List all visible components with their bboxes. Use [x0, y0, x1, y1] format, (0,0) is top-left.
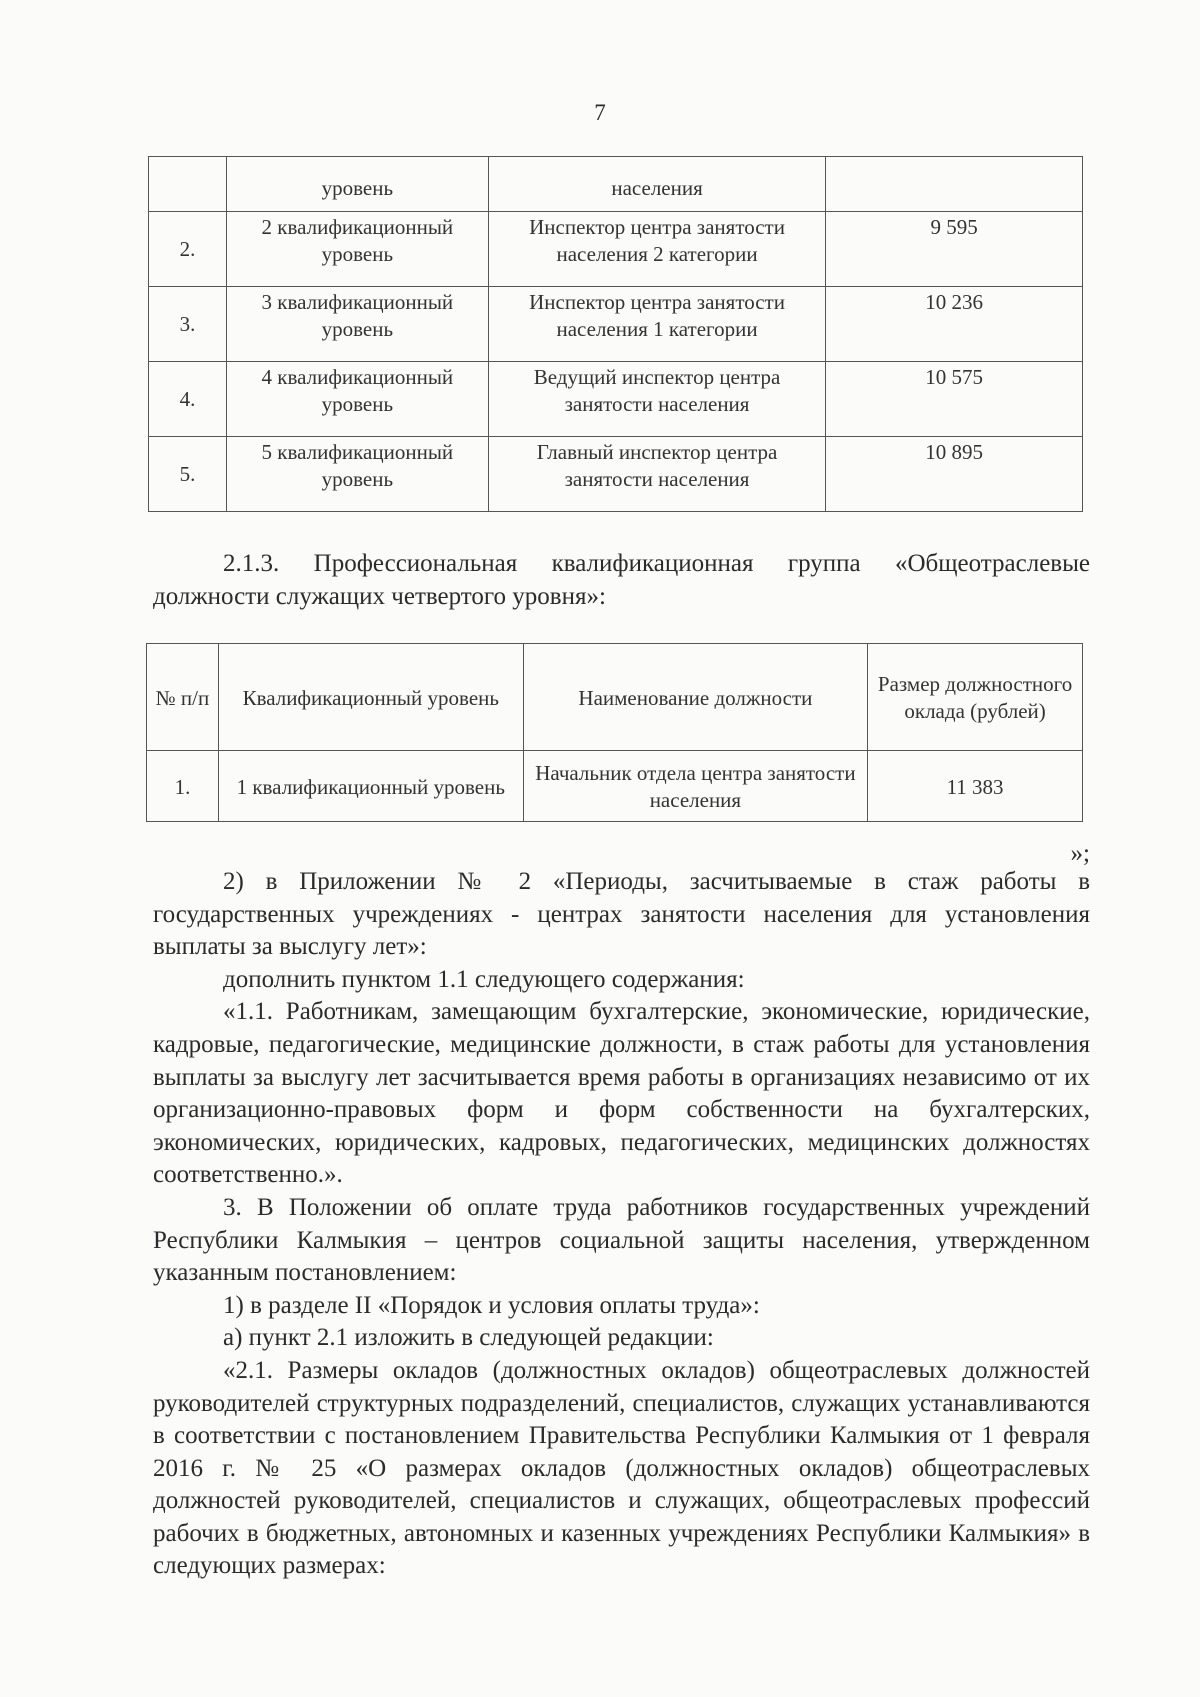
- body-text: [153, 842, 1090, 1583]
- table-row: [147, 751, 1083, 822]
- row-number: 3.: [149, 287, 227, 362]
- row-number: 2.: [149, 212, 227, 287]
- position-name: Главный инспектор центра занятости населения: [488, 437, 826, 512]
- salary-value: 10 895: [826, 437, 1083, 512]
- paragraph: «2.1. Размеры окладов (должностных окладов) общеотраслевых должностей руководителей структурных подразделений, специалистов, служащих устанавливаются в соответствии с постановлением Правительства Республики Калмыкия от 1 февраля 2016 г. № 25 «О размерах окладов (должностных окладов) общеотраслевых должностей руководителей, специалистов и служащих, общеотраслевых профессий рабочих в бюджетных, автономных и казенных учреждениях Республики Калмыкия» в следующих размерах:: [153, 1356, 1090, 1580]
- header-position: Наименование должности: [523, 644, 868, 751]
- table-row: [149, 362, 1083, 437]
- table-cell: уровень: [226, 157, 488, 212]
- qualification-level: 3 квалификационный уровень: [226, 287, 488, 362]
- table-row: [149, 212, 1083, 287]
- salary-value: 10 236: [826, 287, 1083, 362]
- table-header-row: [147, 644, 1083, 751]
- paragraph: 1) в разделе II «Порядок и условия оплаты труда»:: [223, 1291, 760, 1319]
- qualification-level: 2 квалификационный уровень: [226, 212, 488, 287]
- position-name: Ведущий инспектор центра занятости населения: [488, 362, 826, 437]
- table-cell: [149, 157, 227, 212]
- salary-table-continued: [148, 156, 1083, 512]
- salary-table-fourth-level: [146, 643, 1083, 822]
- table-cell: [826, 157, 1083, 212]
- qualification-level: 4 квалификационный уровень: [226, 362, 488, 437]
- paragraph: 2) в Приложении № 2 «Периоды, засчитываемые в стаж работы в государственных учреждениях - центрах занятости населения для установления выплаты за выслугу лет»:: [153, 868, 1090, 961]
- row-number: 5.: [149, 437, 227, 512]
- row-number: 4.: [149, 362, 227, 437]
- closing-quote: »;: [1070, 840, 1090, 867]
- qualification-level: 1 квалификационный уровень: [218, 751, 523, 822]
- table-row: [149, 287, 1083, 362]
- paragraph: а) пункт 2.1 изложить в следующей редакции:: [223, 1324, 714, 1352]
- table-row: [149, 157, 1083, 212]
- position-name: Начальник отдела центра занятости населения: [523, 751, 868, 822]
- salary-value: 10 575: [826, 362, 1083, 437]
- header-level: Квалификационный уровень: [218, 644, 523, 751]
- qualification-level: 5 квалификационный уровень: [226, 437, 488, 512]
- header-number: № п/п: [147, 644, 219, 751]
- row-number: 1.: [147, 751, 219, 822]
- paragraph: дополнить пунктом 1.1 следующего содержания:: [223, 965, 745, 993]
- section-heading: 2.1.3. Профессиональная квалификационная группа «Общеотраслевые должности служащих четвертого уровня»:: [153, 550, 1090, 610]
- section-heading-block: [153, 548, 1090, 613]
- position-name: Инспектор центра занятости населения 1 категории: [488, 287, 826, 362]
- position-name: Инспектор центра занятости населения 2 категории: [488, 212, 826, 287]
- paragraph: 3. В Положении об оплате труда работников государственных учреждений Республики Калмыкия – центров социальной защиты населения, утвержденном указанным постановлением:: [153, 1193, 1090, 1287]
- page-number: 7: [594, 100, 606, 125]
- salary-value: 9 595: [826, 212, 1083, 287]
- salary-value: 11 383: [868, 751, 1083, 822]
- table-cell: населения: [488, 157, 826, 212]
- table-row: [149, 437, 1083, 512]
- paragraph: «1.1. Работникам, замещающим бухгалтерские, экономические, юридические, кадровые, педагогические, медицинские должности, в стаж работы для установления выплаты за выслугу лет засчитывается время работы в организациях независимо от их организационно-правовых форм и форм собственности на бухгалтерских, экономических, юридических, кадровых, педагогических, медицинских должностях соответственно.».: [153, 998, 1090, 1189]
- header-salary: Размер должностного оклада (рублей): [868, 644, 1083, 751]
